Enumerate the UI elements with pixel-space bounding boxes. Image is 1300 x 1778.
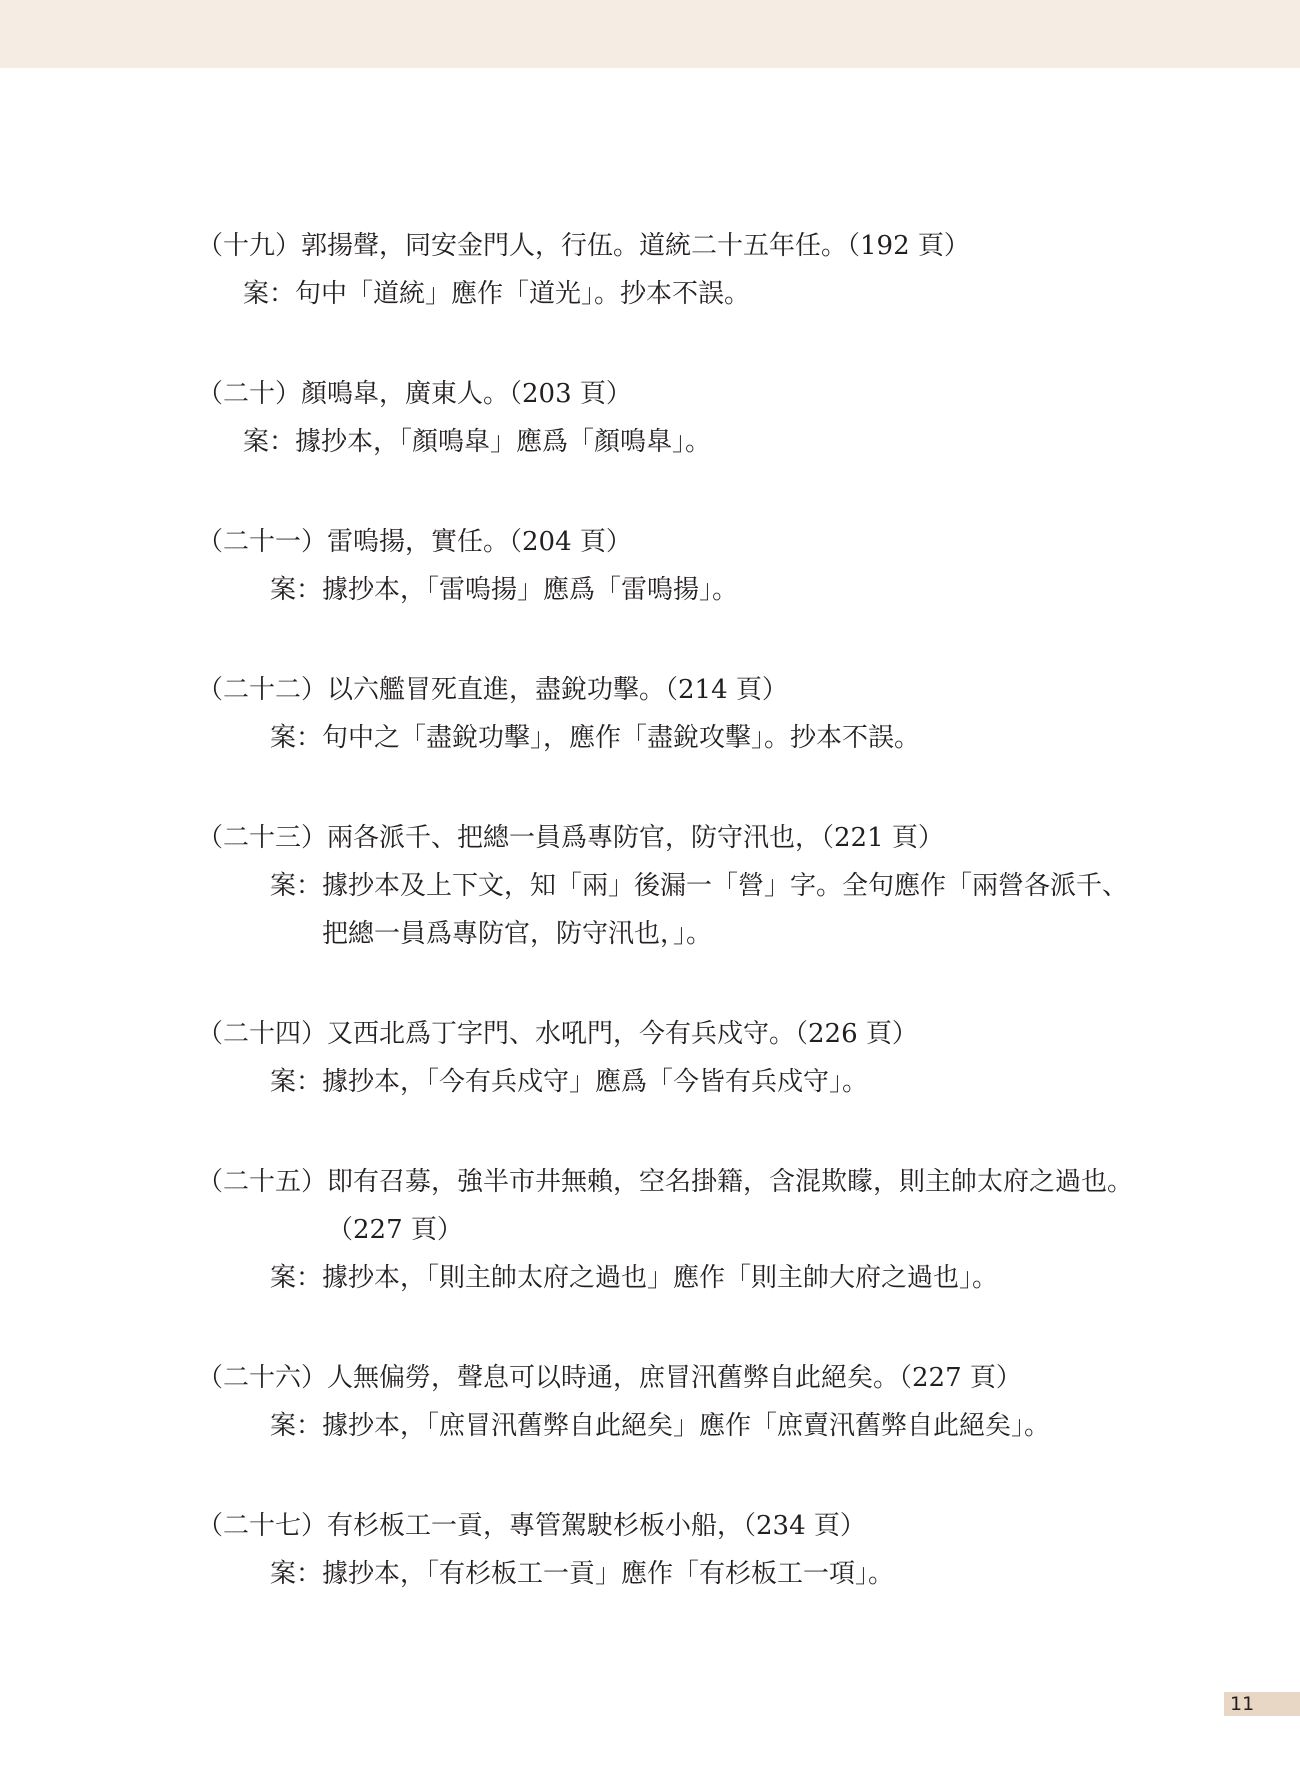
entry-number: （二十三） (197, 823, 328, 853)
entry-note (197, 1058, 1137, 1106)
entry-heading (197, 666, 1137, 714)
page-number: 11 (1230, 1693, 1255, 1715)
entry-quote: 即有召募，強半市井無賴，空名掛籍，含混欺矇，則主帥太府之過也。（227 頁） (327, 1167, 1134, 1245)
entry-number: （十九） (197, 231, 302, 261)
errata-entry-25 (197, 1158, 1137, 1302)
note-label: 案： (243, 427, 296, 457)
errata-entry-19 (197, 222, 1137, 318)
note-text: 據抄本，「有杉板工一貢」應作「有杉板工一項」。 (322, 1559, 895, 1589)
errata-entry-26 (197, 1354, 1137, 1450)
entry-note (197, 714, 1137, 762)
note-label: 案： (270, 1559, 323, 1589)
note-text: 據抄本，「庶冒汛舊弊自此絕矣」應作「庶賣汛舊弊自此絕矣」。 (322, 1411, 1051, 1441)
entry-heading (197, 222, 1137, 270)
entry-heading (197, 1502, 1137, 1550)
entry-quote: 有杉板工一貢，專管駕駛杉板小船，（234 頁） (327, 1511, 866, 1541)
note-text: 據抄本，「則主帥太府之過也」應作「則主帥大府之過也」。 (322, 1263, 999, 1293)
entry-number: （二十） (197, 379, 302, 409)
entry-heading (197, 814, 1137, 862)
entry-number: （二十六） (197, 1363, 328, 1393)
entry-note (197, 1254, 1137, 1302)
entry-number: （二十五） (197, 1167, 328, 1197)
errata-entry-21 (197, 518, 1137, 614)
entry-note (197, 566, 1137, 614)
errata-entry-24 (197, 1010, 1137, 1106)
note-text: 據抄本，「顏鳴皐」應爲「顏鳴臯」。 (295, 427, 712, 457)
note-text: 據抄本，「今有兵戍守」應爲「今皆有兵戍守」。 (322, 1067, 869, 1097)
entry-quote: 人無偏勞，聲息可以時通，庶冒汛舊弊自此絕矣。（227 頁） (327, 1363, 1022, 1393)
errata-entry-22 (197, 666, 1137, 762)
note-text: 句中之「盡銳功擊」，應作「盡銳攻擊」。抄本不誤。 (322, 723, 921, 753)
note-label: 案： (270, 723, 323, 753)
entry-heading (197, 518, 1137, 566)
note-label: 案： (270, 1263, 323, 1293)
entry-quote: 以六艦冒死直進，盡銳功擊。（214 頁） (327, 675, 788, 705)
entry-quote: 兩各派千、把總一員爲專防官，防守汛也，（221 頁） (327, 823, 944, 853)
note-label: 案： (243, 279, 296, 309)
errata-entry-27 (197, 1502, 1137, 1598)
entry-note (197, 862, 1137, 958)
note-label: 案： (270, 1067, 323, 1097)
entry-heading (197, 1010, 1137, 1058)
note-text: 據抄本及上下文，知「兩」後漏一「營」字。全句應作「兩營各派千、把總一員爲專防官，防守汛也，」。 (322, 871, 1129, 949)
entry-note (197, 418, 1137, 466)
entry-note (197, 270, 1137, 318)
errata-list (197, 222, 1137, 1650)
entry-quote: 顏鳴皐，廣東人。（203 頁） (301, 379, 632, 409)
entry-quote: 又西北爲丁字門、水吼門，今有兵戍守。（226 頁） (327, 1019, 918, 1049)
note-text: 據抄本，「雷嗚揚」應爲「雷鳴揚」。 (322, 575, 739, 605)
entry-quote: 雷嗚揚，實任。（204 頁） (327, 527, 632, 557)
entry-number: （二十二） (197, 675, 328, 705)
entry-heading (197, 370, 1137, 418)
entry-number: （二十一） (197, 527, 328, 557)
entry-quote: 郭揚聲，同安金門人，行伍。道統二十五年任。（192 頁） (301, 231, 970, 261)
note-label: 案： (270, 575, 323, 605)
errata-entry-23 (197, 814, 1137, 958)
entry-note (197, 1402, 1137, 1450)
errata-entry-20 (197, 370, 1137, 466)
entry-heading (197, 1354, 1137, 1402)
note-label: 案： (270, 871, 323, 901)
entry-note (197, 1550, 1137, 1598)
note-text: 句中「道統」應作「道光」。抄本不誤。 (295, 279, 751, 309)
entry-number: （二十四） (197, 1019, 328, 1049)
top-header-band (0, 0, 1300, 68)
note-label: 案： (270, 1411, 323, 1441)
entry-heading (197, 1158, 1137, 1254)
entry-number: （二十七） (197, 1511, 328, 1541)
